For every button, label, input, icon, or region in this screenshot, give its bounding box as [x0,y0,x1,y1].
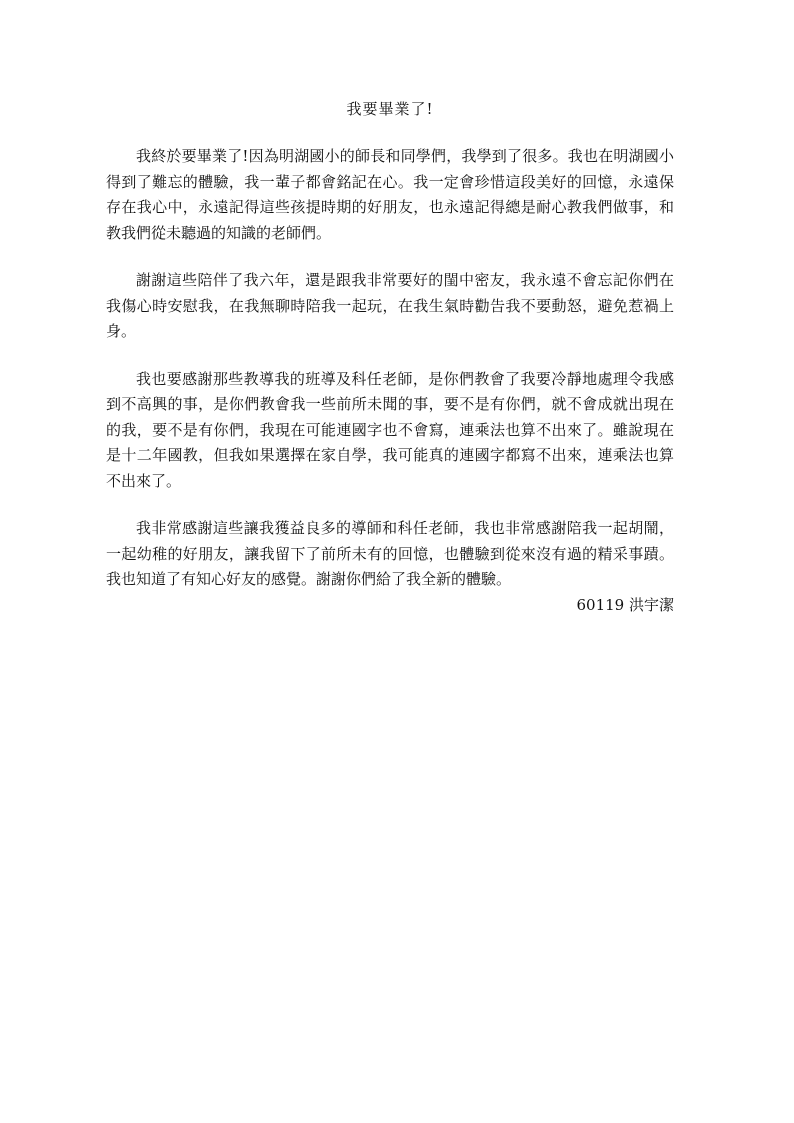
paragraph-2: 謝謝這些陪伴了我六年，還是跟我非常要好的閨中密友，我永遠不會忘記你們在我傷心時安慰我，在我無聊時陪我一起玩，在我生氣時勸告我不要動怒，避免惹禍上身。 [106,271,674,340]
paragraph-3: 我也要感謝那些教導我的班導及科任老師，是你們教會了我要冷靜地處理令我感到不高興的事，是你們教會我一些前所未聞的事，要不是有你們，就不會成就出現在的我，要不是有你們，我現在可能連國字也不會寫，連乘法也算不出來了。雖說現在是十二年國教，但我如果選擇在家自學，我可能真的連國字都寫不出來，連乘法也算不出來了。 [106,369,674,490]
document-body [106,96,674,618]
document-title: 我要畢業了! [346,100,434,118]
paragraph-1: 我終於要畢業了!因為明湖國小的師長和同學們，我學到了很多。我也在明湖國小得到了難忘的體驗，我一輩子都會銘記在心。我一定會珍惜這段美好的回憶，永遠保存在我心中，永遠記得這些孩提時期的好朋友，也永遠記得總是耐心教我們做事，和教我們從未聽過的知識的老師們。 [106,147,674,242]
paragraph-4: 我非常感謝這些讓我獲益良多的導師和科任老師，我也非常感謝陪我一起胡鬧，一起幼稚的好朋友，讓我留下了前所未有的回憶，也體驗到從來沒有過的精采事蹟。我也知道了有知心好友的感覺。謝謝你們給了我全新的體驗。 [106,519,674,588]
author-signature: 60119 洪宇潔 [576,595,674,614]
